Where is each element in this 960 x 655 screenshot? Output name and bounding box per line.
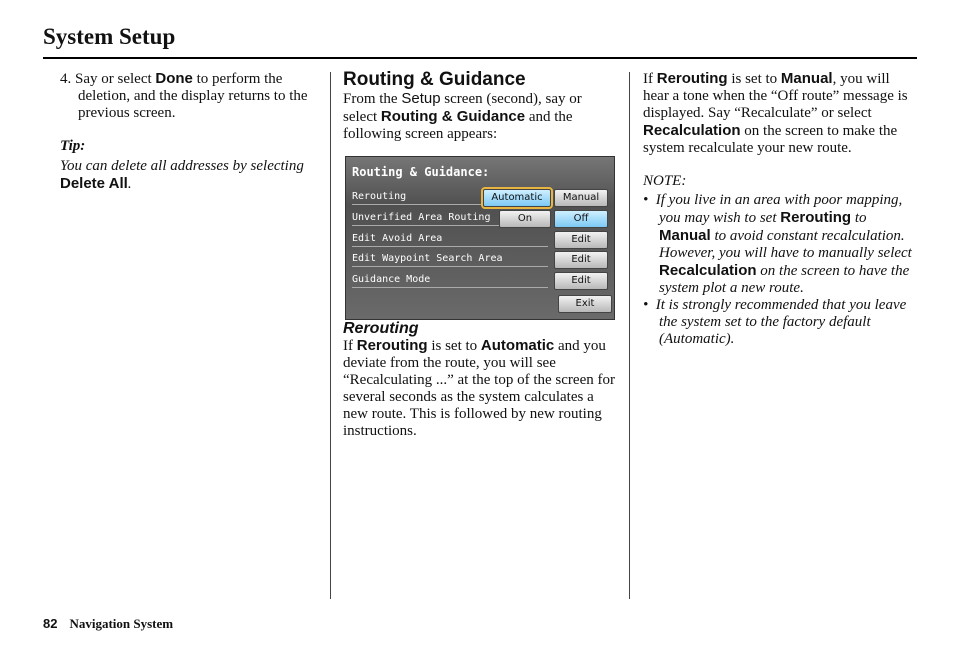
nav-screen-image (345, 156, 615, 320)
b1-1: If you live in an area with poor mapping, you may wish to set (655, 192, 903, 226)
title-rule (43, 57, 917, 59)
recalculation-term: Recalculation (643, 122, 741, 139)
tip-text-2: . (127, 176, 132, 192)
b1-4: on the screen to have the system plot a new route. (659, 263, 910, 296)
page-number: 82 (43, 616, 58, 631)
screen-row-guidance: Guidance Mode (352, 273, 548, 288)
b1-manual: Manual (659, 227, 711, 244)
column-divider-1 (330, 72, 331, 599)
step-text-2: to perform the deletion, and the display returns to the previous screen. (78, 71, 308, 121)
section-heading: Routing & Guidance (343, 69, 526, 90)
rr-3: and you deviate from the route, you will see “Recalculating ...” at the top of the screen for several seconds as the system calculates a new route. This is followed by new routing instructions. (343, 338, 615, 439)
tip-text (60, 158, 316, 193)
column-1 (60, 70, 316, 193)
rerouting-term: Rerouting (356, 337, 428, 354)
tip-label: Tip: (60, 138, 86, 154)
automatic-button: Automatic (483, 189, 551, 207)
m-4: on the screen to make the system recalculate your new route. (643, 123, 898, 156)
edit-waypoint-button: Edit (554, 251, 608, 269)
column-divider-2 (629, 72, 630, 599)
rr-1: If (343, 338, 357, 354)
intro-paragraph (343, 90, 615, 143)
page-title: System Setup (43, 24, 176, 49)
column-2 (343, 70, 615, 440)
step-number: 4. (60, 71, 72, 87)
intro-2: screen (second), say or select (343, 91, 582, 125)
intro-3: and the following screen appears: (343, 109, 573, 142)
note-label: NOTE: (643, 173, 687, 189)
subheading-rerouting: Rerouting (343, 320, 419, 337)
setup-term: Setup (401, 90, 441, 107)
screen-row-waypoint: Edit Waypoint Search Area (352, 252, 548, 267)
b1-2: to (851, 210, 867, 226)
manual-term: Manual (780, 70, 833, 87)
automatic-term: Automatic (480, 337, 555, 354)
rr-2: is set to (427, 338, 481, 354)
manual-button: Manual (554, 189, 608, 207)
exit-button: Exit (558, 295, 612, 313)
intro-1: From the (343, 91, 402, 107)
footer-label: Navigation System (69, 616, 174, 631)
on-button: On (499, 210, 551, 228)
edit-avoid-button: Edit (554, 231, 608, 249)
b1-rerouting: Rerouting (780, 209, 852, 226)
page-footer (43, 616, 173, 632)
routing-guidance-term: Routing & Guidance (380, 108, 526, 125)
m-1: If (643, 71, 657, 87)
screen-title: Routing & Guidance: (352, 165, 490, 179)
b1-3: to avoid constant recalculation. However, you will have to manually select (659, 228, 912, 261)
screen-row-avoid: Edit Avoid Area (352, 232, 548, 247)
column-3 (643, 70, 918, 348)
screen-row-rerouting: Rerouting (352, 190, 548, 205)
step-text: Say or select (75, 71, 156, 87)
note-bullet-2: • It is strongly recommended that you leave the system set to the factory default (Automatic). (643, 297, 907, 347)
b1-recalc: Recalculation (659, 262, 757, 279)
rerouting-term-2: Rerouting (656, 70, 728, 87)
step-4 (60, 70, 316, 122)
off-button: Off (554, 210, 608, 228)
m-3: , you will hear a tone when the “Off route” message is displayed. Say “Recalculate” or select (643, 71, 908, 121)
manual-paragraph (643, 70, 918, 157)
delete-all-term: Delete All (60, 175, 128, 192)
m-2: is set to (727, 71, 781, 87)
done-term: Done (155, 70, 193, 87)
edit-guidance-button: Edit (554, 272, 608, 290)
note-bullet-1: • If you live in an area with poor mapping, you may wish to set Rerouting to Manual to avoid constant recalculation. However, you will have to manually select Recalculation on the screen to have the system plot a new route. (643, 192, 912, 296)
rerouting-paragraph (343, 337, 615, 440)
b2-text: It is strongly recommended that you leave the system set to the factory default (Automatic). (655, 297, 907, 347)
screen-row-unverified: Unverified Area Routing (352, 211, 548, 226)
tip-text-1: You can delete all addresses by selecting (60, 158, 304, 174)
